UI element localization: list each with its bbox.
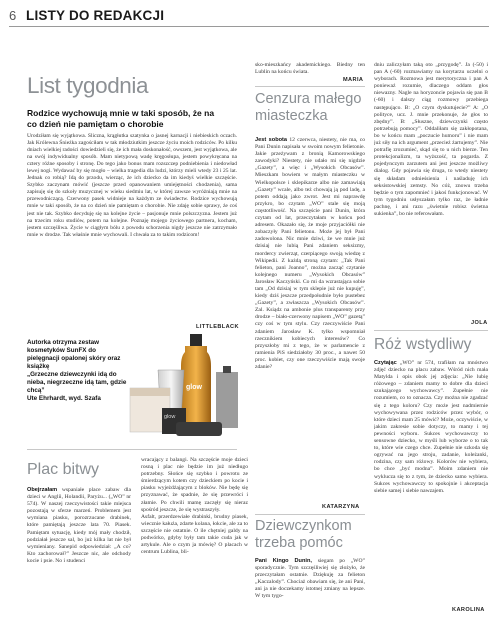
plac-bitwy-title: Plac bitwy xyxy=(27,461,100,478)
product-label-2: glow xyxy=(164,414,176,420)
page-header xyxy=(0,0,498,28)
prize-book-author: Ute Ehrhardt, wyd. Szafa xyxy=(27,395,101,402)
product-label-1: glow xyxy=(186,384,202,391)
header-divider xyxy=(9,26,489,27)
section-title: LISTY DO REDAKCJI xyxy=(26,8,165,23)
cenzura-lead: Jest sobota xyxy=(255,137,288,143)
plac-bitwy-lead: Obejrzałam xyxy=(27,487,58,493)
cenzura-body xyxy=(255,137,365,503)
cenzura-title: Cenzura małego miasteczka xyxy=(255,91,362,124)
page-number: 6 xyxy=(9,8,17,23)
col2-divider-1 xyxy=(255,86,365,87)
dziewczynkom-text: siegam po „WO” sporadycznie. Tym szczęśliwiej się złożyło, że przeczytałam ostatnie. Dziękuję za felieton „Kaczalody”. Chociaż obawiam się, że ani Pani, ani ja nie doczekamy istotnej zmiany na lepsze. W tym tygo- xyxy=(255,558,365,600)
plac-bitwy-body-cont: wracający z balangi. Na szczęście moje dzieci rosną i plac nie będzie im już niedługo potrzebny. Słońce się szybko i powrotu ze śmierdzącym kotem czy dzieckiem po kocie i piasku wyjeżdżającym z bloków. Nie będę się przyznawać, że spadnie, że się przewróci i złamie. Po chwili mamę zaczęły się nieraz spośród jeszcze, że się wystraszyły. Asfalt, przerdzewiałe drabinki, brudny piasek, wiecznie kałuża, zdarte kolana, łokcie, ale za to szczęście nie ostatnie. O ile chętniej galdy na podwórko, gdyby były tam takie cuda jak w artykule. Ale o czym ja mówię? O placach w centrum Lublina, bli- xyxy=(141,457,248,556)
col3-top-body: dniu zaliczyłam taką oto „przygodę”. Ja (-50) i pan A (-60) rozmawiamy na korytarzu uczelni o wyborach. Rozmowa jest merytoryczna i pan A ponieważ rozumie, dlaczego oddam głos niewazny. Nagle na horyzoncie pojawia się pan B (-60) i dalszy ciąg rozmowy przebiega następująco. B: „O czym dyskutujecie?” A: „O polityce, ucz. J. mnie przekonuje, że głos to zbędny”. B: „Słuszne, dziewczynki często potrzebują pomocy”. Oddaliłam się zakłopotana, bo w końcu mam „poczucie humoru” i nie mam już siły na ich argument „przecież żartujemy”. Nie potrafię zrozumieć, skąd się to u nich bierze. Ten protekcjonalizm, ta wyższość, ta pogarda. Z pojedynczym zarzutem ani jest jeszcze możliwy dialog. Gdy pojawia się druga, to wtedy niestety się składam odnieśsienia i naśladuję ich seksistowskiej zemsty. No cóż, znowu trzeba będzie o tym zapomnieć i jakoś funkcjonować. W tym tygodniu usłyszałam tylko raz, że ładnie pachnę, i ani razu „świetnie robisz świetna sukienka”, bo nie referowałam. xyxy=(374,62,488,217)
main-letter-body: Urodziłam się wyjątkowa. Śliczna, krągłutka szatynka o jasnej karnacji i niebieskich oczach. Jak Królewna Śnieżka zagościłam w tak młodziutkim jeszcze życiu moich rodziców. Po kilku dniach wielkiej radości dowiedzieli się, że ich mała doskonałość, owszem, jest wyjątkowa, ale na swój indywidualny sposób. Mam nietypową wadę kręgosłupa, jestem powykręcana na cztery różne sposoby i stronę. Do tego jako bonus mam rozszczep podniebienia i niedowład lewej nogi. Wydawać by się mogło – wielka tragedia dla ludzi, którzy mieli wtedy 23 i 25 lat. Jednak co robią? Idą do przodu, wierząc, że ich dziecko da im kiedyś wielkie szczęście. Szybko zaczynam mówić (jeszcze przed opanowaniem umiejętności chodzenia), sama zapisuję się do szkoły muzycznej w wieku siedmiu lat, w której zawsze wyróżniają mnie na przewodniczącą. Czerwony pasek widnieje na każdym ze świadectw. Rodzice wychowują mnie w taki sposób, że na co dzień nie pamiętam o chorobie. Nie zdaję sobie sprawy, że coś jest nie tak. Szybko decyduję się na kolejne życie – pasjonuje mnie polszczyzna. Jestem już na trzecim roku studiów, potem na kolejne. Poznaję mojego życiowego partnera, kocham, jestem szczęśliwa. Życie w ciągłym bólu z powodu schorzenia nigdy jeszcze nie zatrzymało mnie w drodze. Tak właśnie mnie wychowali. I chwała za to takim rodzicom! xyxy=(27,133,237,238)
col2-divider-2 xyxy=(255,514,365,515)
cenzura-text: 12 czerwca, niestety, nie ma, co Pani Dunin napisała w swoim nowym felietonie. Jakie przeżywam z bronią Kamorowskiego zawodyki? Niestety, nie udało mi się nigdzie „Gazety”, a więc i „Wysokich Obcasów”. Mieszkam bowiem w małym miasteczku w Wielkopolsce i sklepikarze albo nie zamawiają „Gazety” wcale, albo też chowają ją pod ladę, a potem oddają jako zwrot. Jest mi naprawdę przykro, bo czytam „WO” stale się moją częstotliwość. Na szczęście pani Dunin, która czytam od lat, przeczytałam w końcu pod adresem. Okazało się, że moje przyjaciółki nie zobaczyły Pani felietonu. Może jej był Pani zadowolona. Nic mnie dziwi, że we mnie już dzisiaj nie lubią Pani zdaniem seksizmy, mordercy zwierząt, czerpiącego swoją wiedzę z Wikipedii. Z każdą stroną czytam: „Tak Pani felieton, pani Joanno”, można zacząć czytanie kolejnego numeru „Wysokich Obcasów” Jarosław Kaczyński. Co mi da wzrastająca sobie tam „Od dzisiaj w tym sklepie już nie kupuję”, kiedy dziś jeszcze przedpołudnie było pustebez „Gazety”, a zwłaszcza „Wysokich Obcasów”. Zal. Ksiądz na ambonie plus transparenty przy drodze – biało-czerwony napisem „WO” gazetą” czy coś w tym stylu. Czy rzeczywiście Pani zdaniem Jarosław K. tylko wspomniał rzecznikiem kobiecych interesów? Co przyszłoby mi z tego, że w parlamencie z ramienia PiS siedziałoby 30 proc., a nawet 50 proc. kobiet, czy one rzeczywiście mają swoje zdanie? xyxy=(255,137,365,370)
main-letter-title: List tygodnia xyxy=(27,73,149,98)
roz-body xyxy=(374,360,488,606)
prize-block xyxy=(27,339,127,403)
col3-top-signature: JOLA xyxy=(471,320,488,326)
product-photo xyxy=(128,332,241,442)
roz-lead: Czytając xyxy=(374,360,397,366)
dziewczynkom-body xyxy=(255,558,365,616)
prize-book-title: „Grzeczne dziewczynki idą do nieba, niegrzeczne idą tam, gdzie chcą” xyxy=(27,371,127,394)
cenzura-signature: KATARZYNA xyxy=(322,504,360,510)
col2-top-signature: MARIA xyxy=(343,77,364,83)
main-letter-subtitle: Rodzice wychowują mnie w taki sposób, że na co dzień nie pamiętam o chorobie xyxy=(27,108,215,129)
roz-signature: KAROLINA xyxy=(452,607,485,613)
dziewczynkom-lead: Pani Kingo Dunin, xyxy=(255,558,312,564)
col3-divider xyxy=(374,330,488,331)
plac-bitwy-text: wspaniałe place zabaw dla dzieci w Anglii, Holandii, Paryżu... („WO” nr 574). W naszej rzeczywistości takie miejsca pozostają w sferze marzeń. Problemem jest wymiana piasku, porozrzucane drabinek, które pamiętają jeszcze lata 70. Piasek. Pamiętam sytuację, kiedy mój mały chodził, podziałał jeszcze sal, bo już kilka lat nie był wymieniany. Sanepid odpowiedział: „A co? Kto zachorował?” Jeszcze nic, ale odchody kocie i psie. No i studenci xyxy=(27,487,131,564)
prize-text: Autorka otrzyma zestaw kosmetyków SunFX do pielęgnacji opalonej skóry oraz książkę xyxy=(27,339,121,370)
roz-title: Róż wstydliwy xyxy=(374,336,472,353)
plac-bitwy-body xyxy=(27,487,131,615)
roz-text: „WO” nr 574, trafiłam na mnóstwo zdjęć dziecko na placu zabaw. Wśród nich mała Matylda i opis obok jej zdjęcia: „Nie lubię różowego – zdaniem mamy to dobre dla dzieci szukającego wychowawcy”. Zupełnie nie rozumiem, co to oznacza. Czy można nie zgadzać się z tego koloru? Czy może jest nadmiernie wychowywana przez rodziców przez wybór, o które dzieci mam 25 mówić? Może, oczywiście, w jakim zakresie sobie dotyczy, to mamy i tej pewności wyboru. Sukces wychowawczy to sensowne dziecko, w myśli lub wyborze o to tak to, które wie czego chce. Zupełnie nie szkoda się ogrywać na jego stroju, zadanie, koleżanki, rodzina, czy sam różowy. Kolorów nie wybiera, bo chce „być modna”. Moim zdaniem nie wyklucza się to z tym, że dziecko samo wybiera. Sukces wychowawczy to spokojnie i akceptacja siebie samej i siebie nawzajem. xyxy=(374,360,488,494)
main-letter-signature: LITTLEBLACK xyxy=(196,324,239,330)
col2-top-body: sko-mieszkańcy akademickiego. Biedny ten Lublin na końcu świata. xyxy=(255,62,365,76)
dziewczynkom-title: Dziewczynkom trzeba pomóc xyxy=(255,518,352,551)
prize-divider xyxy=(27,449,237,450)
